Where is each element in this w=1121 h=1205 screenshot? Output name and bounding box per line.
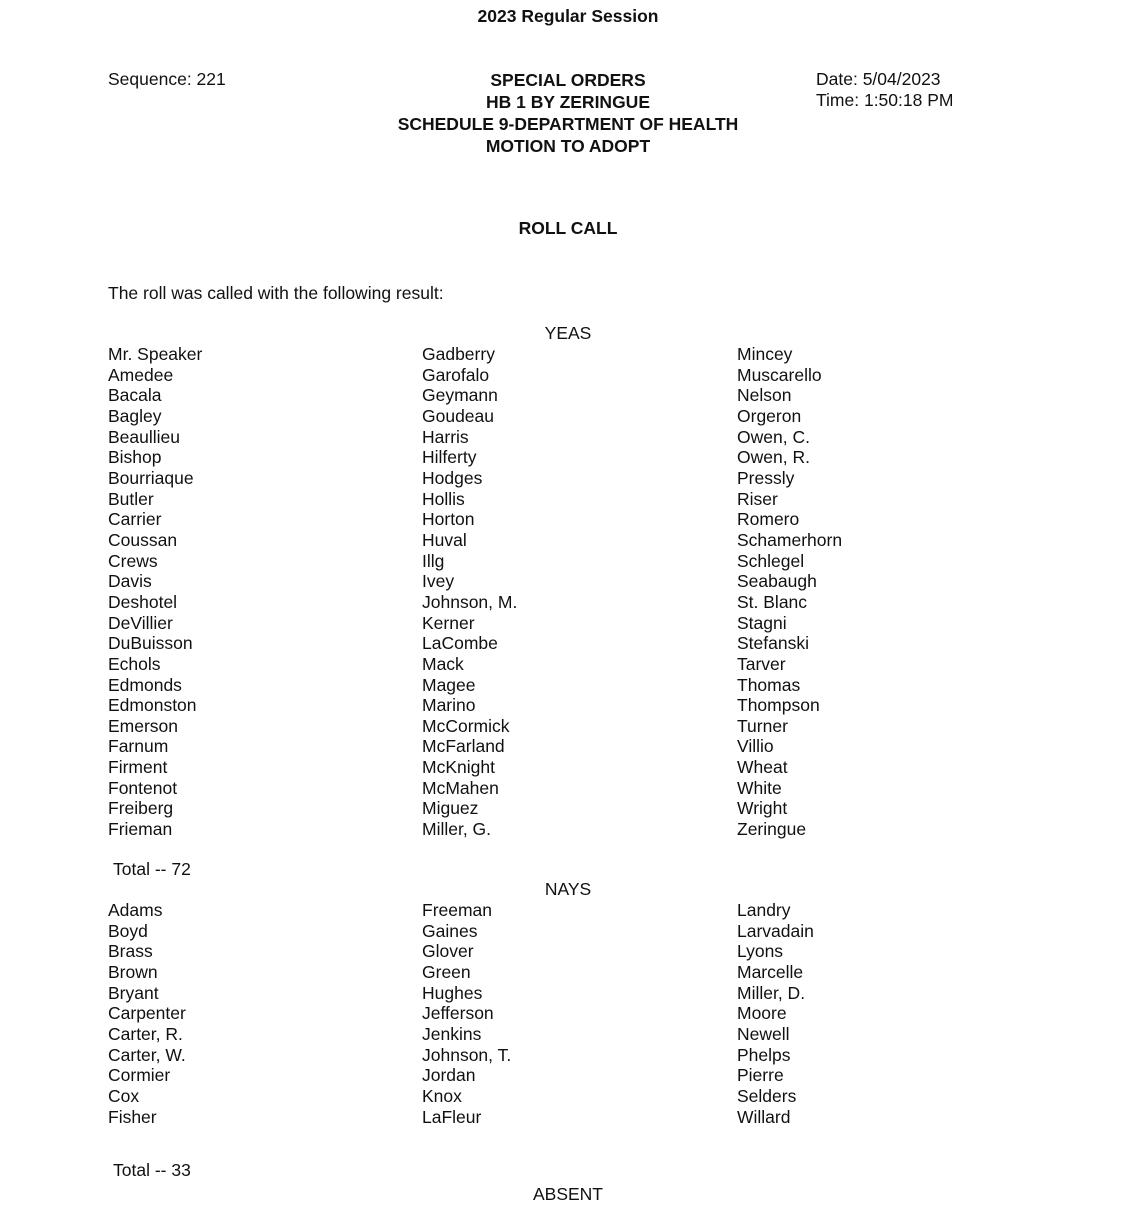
member-name: Stagni (737, 612, 787, 633)
member-name: Schamerhorn (737, 529, 843, 550)
member-name: Edmonston (108, 695, 197, 716)
member-name: McKnight (422, 757, 495, 778)
member-name: McCormick (422, 715, 510, 736)
member-name: Riser (737, 488, 778, 509)
member-name: Turner (737, 715, 788, 736)
member-name: Pierre (737, 1065, 784, 1086)
member-name: Green (422, 961, 471, 982)
yeas-column-1 (108, 344, 202, 840)
member-name: Mr. Speaker (108, 344, 203, 364)
member-name: Jordan (422, 1065, 476, 1086)
member-name: Selders (737, 1085, 797, 1106)
yeas-total: Total -- 72 (113, 859, 191, 879)
member-name: McFarland (422, 736, 505, 757)
member-name: Farnum (108, 736, 169, 757)
nays-label: NAYS (544, 879, 592, 899)
member-name: Freiberg (108, 798, 174, 819)
member-name: Lyons (737, 941, 784, 962)
member-name: Hollis (422, 488, 465, 509)
nays-column-1 (108, 900, 186, 1127)
member-name: Larvadain (737, 920, 814, 941)
heading-line: SPECIAL ORDERS (490, 70, 646, 90)
member-name: Orgeron (737, 405, 802, 426)
member-name: Adams (108, 900, 163, 920)
member-name: Goudeau (422, 405, 495, 426)
member-name: Carter, R. (108, 1023, 183, 1044)
member-name: Cormier (108, 1065, 171, 1086)
member-name: Schlegel (737, 550, 805, 571)
member-name: Owen, C. (737, 426, 810, 447)
member-name: LaCombe (422, 633, 498, 654)
member-name: Newell (737, 1023, 790, 1044)
vote-time: Time: 1:50:18 PM (816, 90, 954, 110)
member-name: Stefanski (737, 633, 809, 654)
yeas-column-2 (422, 344, 517, 840)
member-name: Moore (737, 1003, 787, 1024)
member-name: Fisher (108, 1106, 157, 1127)
member-name: Huval (422, 529, 467, 550)
member-name: Phelps (737, 1044, 791, 1065)
member-name: Willard (737, 1106, 791, 1127)
member-name: Cox (108, 1085, 140, 1106)
member-name: Miguez (422, 798, 479, 819)
member-name: Thomas (737, 674, 801, 695)
date-time-block (816, 69, 953, 111)
member-name: Brass (108, 941, 153, 962)
member-name: Pressly (737, 467, 795, 488)
member-name: Tarver (737, 653, 786, 674)
member-name: Hodges (422, 467, 483, 488)
member-name: Brown (108, 961, 158, 982)
nays-column-3 (737, 900, 814, 1127)
member-name: Bryant (108, 982, 159, 1003)
member-name: Mack (422, 653, 464, 674)
member-name: Hilferty (422, 447, 477, 468)
session-title: 2023 Regular Session (477, 6, 659, 26)
roll-call-heading: ROLL CALL (518, 218, 618, 238)
member-name: Marino (422, 695, 476, 716)
nays-column-2 (422, 900, 511, 1127)
member-name: Davis (108, 571, 152, 592)
heading-line: HB 1 BY ZERINGUE (485, 92, 650, 112)
member-name: Jefferson (422, 1003, 494, 1024)
member-name: Miller, D. (737, 982, 806, 1003)
member-name: Coussan (108, 529, 178, 550)
member-name: Wheat (737, 757, 788, 778)
member-name: Landry (737, 900, 791, 920)
member-name: Carpenter (108, 1003, 186, 1024)
member-name: Bishop (108, 447, 162, 468)
member-name: Hughes (422, 982, 483, 1003)
member-name: Beaullieu (108, 426, 180, 447)
member-name: Bagley (108, 405, 162, 426)
member-name: Thompson (737, 695, 820, 716)
member-name: Romero (737, 509, 800, 530)
member-name: Illg (422, 550, 445, 571)
member-name: Glover (422, 941, 474, 962)
member-name: Echols (108, 653, 161, 674)
member-name: Boyd (108, 920, 148, 941)
member-name: Butler (108, 488, 154, 509)
member-name: DeVillier (108, 612, 173, 633)
member-name: Gadberry (422, 344, 495, 364)
member-name: Zeringue (737, 819, 807, 840)
member-name: Muscarello (737, 364, 822, 385)
member-name: Bourriaque (108, 467, 194, 488)
heading-line: MOTION TO ADOPT (485, 136, 651, 156)
member-name: Harris (422, 426, 469, 447)
absent-label: ABSENT (532, 1184, 604, 1204)
member-name: Firment (108, 757, 168, 778)
vote-date: Date: 5/04/2023 (816, 69, 941, 89)
member-name: McMahen (422, 777, 499, 798)
member-name: Geymann (422, 385, 498, 406)
member-name: DuBuisson (108, 633, 193, 654)
member-name: Seabaugh (737, 571, 817, 592)
member-name: Fontenot (108, 777, 178, 798)
member-name: Marcelle (737, 961, 804, 982)
member-name: LaFleur (422, 1106, 482, 1127)
nays-total: Total -- 33 (113, 1160, 191, 1180)
member-name: Johnson, T. (422, 1044, 512, 1065)
member-name: Mincey (737, 344, 793, 364)
member-name: White (737, 777, 782, 798)
member-name: Amedee (108, 364, 174, 385)
member-name: Ivey (422, 571, 455, 592)
member-name: Garofalo (422, 364, 490, 385)
member-name: Crews (108, 550, 158, 571)
member-name: Owen, R. (737, 447, 810, 468)
member-name: Frieman (108, 819, 173, 840)
member-name: Wright (737, 798, 788, 819)
member-name: Emerson (108, 715, 179, 736)
member-name: Gaines (422, 920, 478, 941)
yeas-column-3 (737, 344, 842, 840)
member-name: Freeman (422, 900, 493, 920)
member-name: Carter, W. (108, 1044, 186, 1065)
roll-call-intro: The roll was called with the following result: (108, 283, 444, 303)
member-name: Horton (422, 509, 475, 530)
member-name: Jenkins (422, 1023, 482, 1044)
member-name: Villio (737, 736, 774, 757)
member-name: Johnson, M. (422, 591, 518, 612)
member-name: Kerner (422, 612, 475, 633)
sequence-number: Sequence: 221 (108, 69, 226, 89)
member-name: Knox (422, 1085, 462, 1106)
member-name: Bacala (108, 385, 162, 406)
member-name: Carrier (108, 509, 162, 530)
heading-line: SCHEDULE 9-DEPARTMENT OF HEALTH (397, 114, 739, 134)
member-name: Deshotel (108, 591, 178, 612)
member-name: Miller, G. (422, 819, 492, 840)
order-headings (368, 69, 768, 157)
member-name: St. Blanc (737, 591, 808, 612)
member-name: Nelson (737, 385, 792, 406)
member-name: Magee (422, 674, 476, 695)
yeas-label: YEAS (544, 323, 592, 343)
member-name: Edmonds (108, 674, 182, 695)
